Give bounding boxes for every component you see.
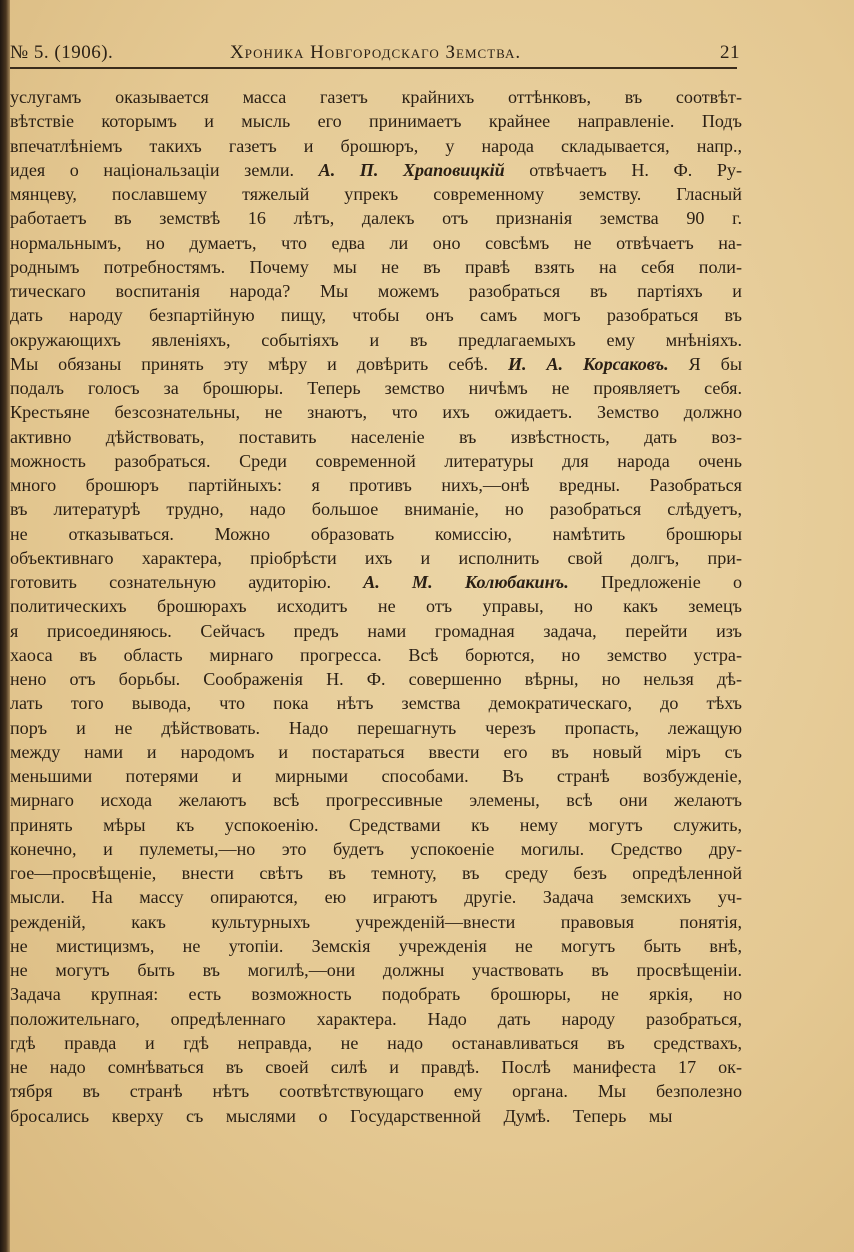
text-line: поръ и не дѣйствовать. Надо перешагнуть черезъ пропасть, лежащую (10, 717, 742, 738)
text-line: Крестьяне безсознательны, не знаютъ, что ихъ ожидаетъ. Земство должно (10, 402, 742, 423)
text-line: не надо сомнѣваться въ своей силѣ и правдѣ. Послѣ манифеста 17 ок- (10, 1057, 742, 1077)
text-line: въ литературѣ трудно, надо большое вниманіе, но разобраться слѣдуетъ, (10, 499, 742, 520)
journal-title: Хроника Новгородскаго Земства. (230, 42, 522, 63)
text-line: я присоединяюсь. Сейчасъ предъ нами громадная задача, перейти изъ (10, 620, 742, 641)
text-line: дать народу безпартійную пищу, чтобы онъ самъ могъ разобраться въ (10, 305, 742, 326)
article-body (10, 85, 742, 1128)
text-line: не отказываться. Можно образовать комиссію, намѣтить брошюры (10, 523, 742, 544)
text-line: хаоса въ область мирнаго прогресса. Всѣ борются, но земство устра- (10, 644, 742, 665)
text-line: услугамъ оказывается масса газетъ крайнихъ оттѣнковъ, въ соотвѣт- (10, 87, 742, 107)
text-line: окружающихъ явленіяхъ, событіяхъ и въ предлагаемыхъ ему мнѣніяхъ. (10, 329, 742, 350)
text-fragment: Мы обязаны принять эту мѣру и довѣрить себѣ. (10, 353, 489, 374)
text-line (10, 158, 742, 182)
running-header (10, 40, 740, 66)
issue-number: № 5. (1906). (10, 42, 114, 63)
text-fragment: идея о національзаціи земли. (10, 159, 295, 180)
text-line: нормальнымъ, но думаетъ, что едва ли оно совсѣмъ не отвѣчаетъ на- (10, 232, 742, 253)
text-line: много брошюръ партійныхъ: я противъ нихъ,—онѣ вредны. Разобраться (10, 475, 742, 495)
text-line: объективнаго характера, пріобрѣсти ихъ и исполнить свой долгъ, при- (10, 547, 742, 568)
text-line: меньшими потерями и мирными способами. Въ странѣ возбужденіе, (10, 766, 742, 786)
text-fragment: готовить сознательную аудиторію. (10, 572, 331, 592)
text-line: политическихъ брошюрахъ исходитъ не отъ управы, но какъ земецъ (10, 596, 742, 617)
text-line: мянцеву, пославшему тяжелый упрекъ современному земству. Гласный (10, 184, 742, 204)
text-line: вѣтствіе которымъ и мысль его принимаетъ крайнее направленіе. Подъ (10, 111, 742, 132)
text-line: гое—просвѣщеніе, внести свѣтъ въ темноту, въ среду безъ опредѣленной (10, 863, 742, 883)
book-spine-edge (0, 0, 10, 1252)
text-line (10, 352, 742, 376)
text-line: положительнаго, опредѣленнаго характера. Надо дать народу разобраться, (10, 1008, 742, 1029)
text-line: впечатлѣніемъ такихъ газетъ и брошюръ, у народа складывается, напр., (10, 135, 742, 156)
text-line: тября въ странѣ нѣтъ соотвѣтствующаго ему органа. Мы безполезно (10, 1081, 742, 1102)
text-line: нено отъ борьбы. Соображенія Н. Ф. совершенно вѣрны, но нельзя дѣ- (10, 669, 742, 689)
text-line: Задача крупная: есть возможность подобрать брошюры, не яркія, но (10, 984, 742, 1005)
text-fragment: Я бы (688, 353, 742, 374)
text-line: между нами и народомъ и постараться ввести его въ новый міръ съ (10, 741, 742, 762)
text-line: лать того вывода, что пока нѣтъ земства демократическаго, до тѣхъ (10, 693, 742, 714)
text-line: мирнаго исхода желаютъ всѣ прогрессивные элемены, всѣ они желаютъ (10, 790, 742, 811)
text-line: принять мѣры къ успокоенію. Средствами къ нему могутъ служить, (10, 814, 742, 835)
text-line: не мистицизмъ, не утопіи. Земскія учрежденія не могутъ быть внѣ, (10, 935, 742, 956)
speaker-name: И. А. Корсаковъ. (507, 353, 669, 374)
text-line: подалъ голосъ за брошюры. Теперь земство ничѣмъ не проявляетъ себя. (10, 378, 742, 398)
text-line: активно дѣйствовать, поставить населеніе въ извѣстность, дать воз- (10, 426, 742, 447)
text-line: режденій, какъ культурныхъ учрежденій—внести правовыя понятія, (10, 911, 742, 932)
text-line (10, 570, 742, 594)
text-line: мысли. На массу опираются, ею играютъ другіе. Задача земскихъ уч- (10, 887, 742, 908)
text-fragment: отвѣчаетъ Н. Ф. Ру- (529, 159, 742, 180)
header-rule (10, 67, 737, 69)
text-line: бросались кверху съ мыслями о Государственной Думѣ. Теперь мы (10, 1105, 673, 1126)
text-line: гдѣ правда и гдѣ неправда, не надо останавливаться въ средствахъ, (10, 1032, 742, 1053)
text-line: роднымъ потребностямъ. Почему мы не въ правѣ взять на себя поли- (10, 256, 742, 277)
text-line: тическаго воспитанія народа? Мы можемъ разобраться въ партіяхъ и (10, 281, 742, 301)
text-line: можность разобраться. Среди современной литературы для народа очень (10, 450, 742, 471)
page-number: 21 (720, 42, 740, 63)
speaker-name: А. П. Храповицкій (318, 159, 505, 180)
text-line: работаетъ въ земствѣ 16 лѣтъ, далекъ отъ признанія земства 90 г. (10, 208, 742, 229)
text-fragment: Предложеніе о (600, 572, 742, 592)
text-line: конечно, и пулеметы,—но это будетъ успокоеніе могилы. Средство дру- (10, 838, 742, 859)
speaker-name: А. М. Колюбакинъ. (363, 572, 569, 592)
text-line: не могутъ быть въ могилѣ,—они должны участвовать въ просвѣщеніи. (10, 960, 742, 980)
